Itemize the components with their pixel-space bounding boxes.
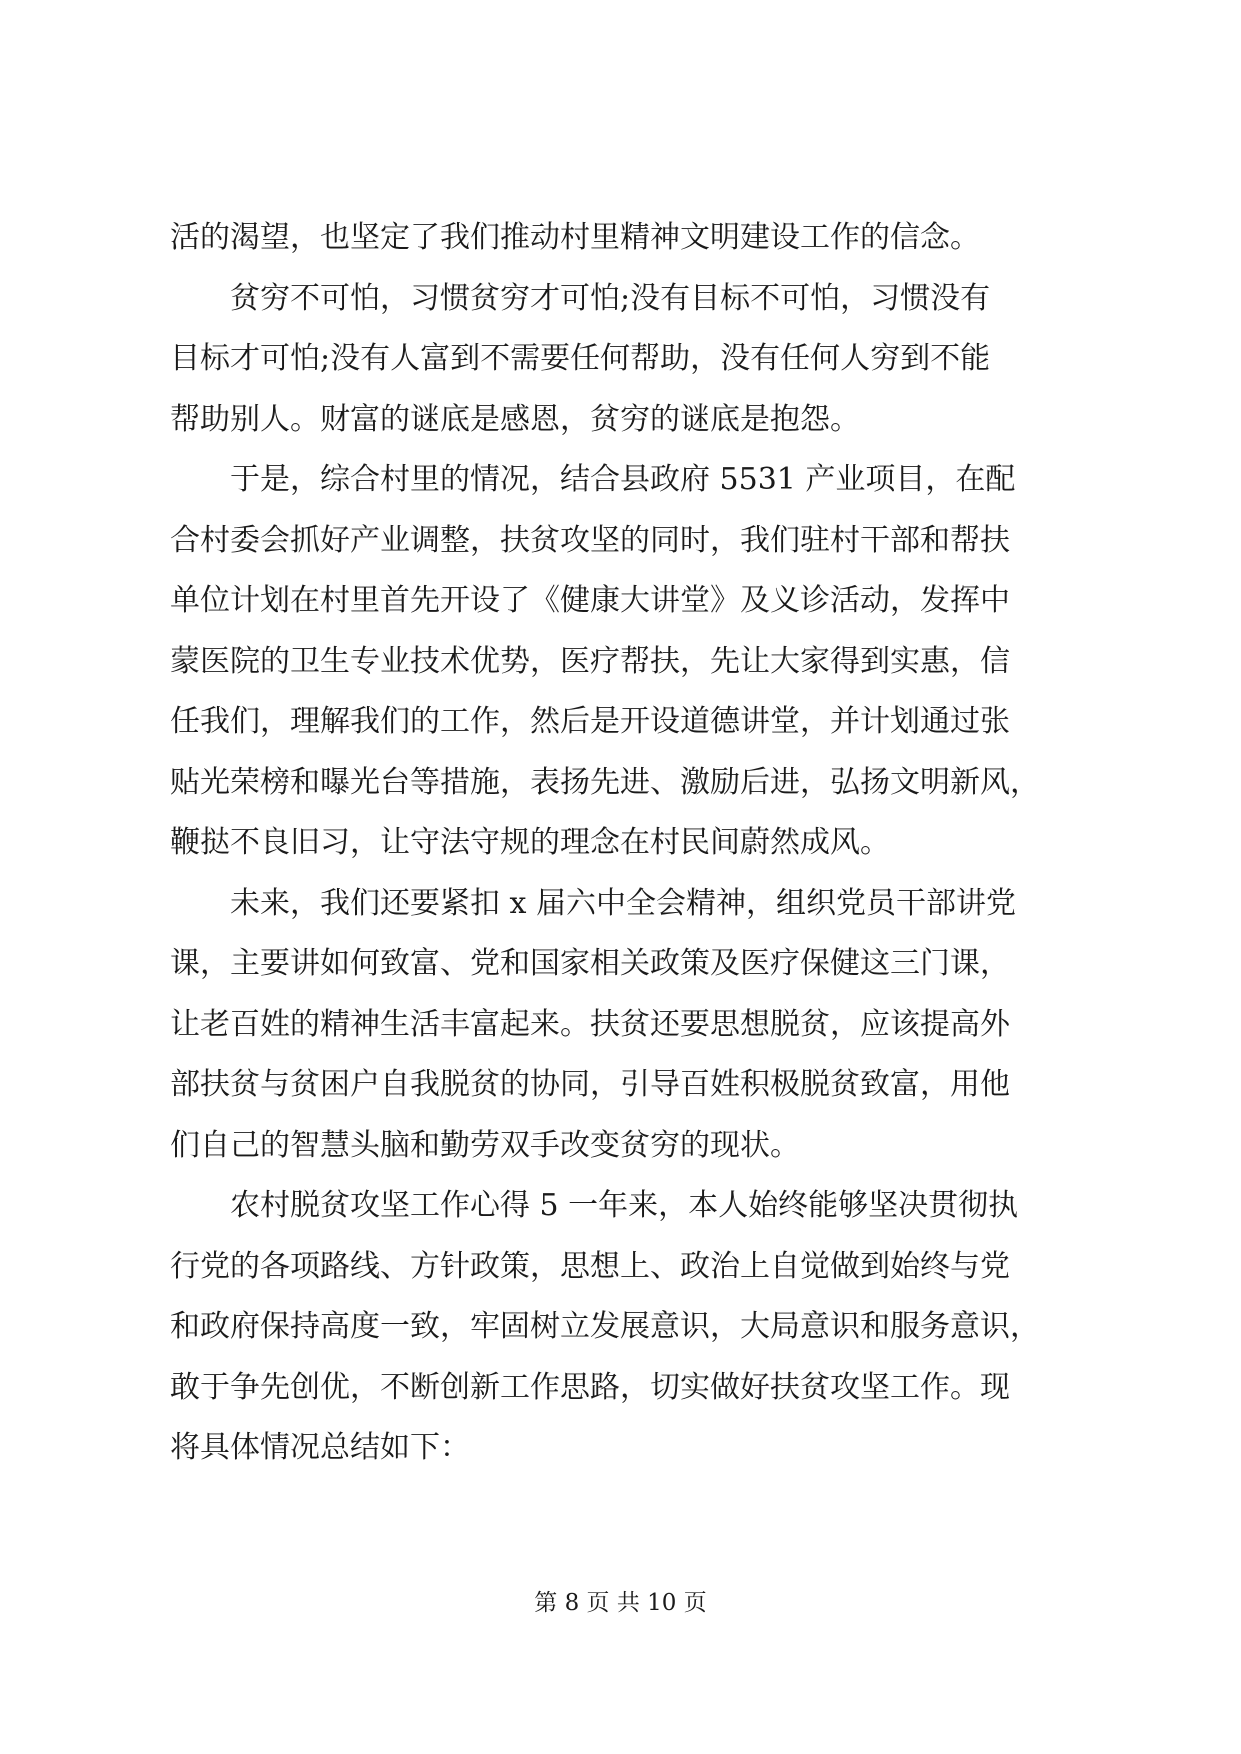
text-line: 合村委会抓好产业调整，扶贫攻坚的同时，我们驻村干部和帮扶 [170,522,1010,558]
body-text [170,208,1076,1479]
text-line: 目标才可怕;没有人富到不需要任何帮助，没有任何人穷到不能 [170,341,991,376]
text-line: 和政府保持高度一致，牢固树立发展意识，大局意识和服务意识， [170,1309,1040,1344]
text-line: 行党的各项路线、方针政策，思想上、政治上自觉做到始终与党 [170,1248,1010,1284]
text-line: 让老百姓的精神生活丰富起来。扶贫还要思想脱贫，应该提高外 [170,1006,1010,1042]
text-line: 蒙医院的卫生专业技术优势，医疗帮扶，先让大家得到实惠，信 [170,643,1010,679]
text-line: 敢于争先创优，不断创新工作思路，切实做好扶贫攻坚工作。现 [170,1369,1010,1405]
text-line: 部扶贫与贫困户自我脱贫的协同，引导百姓积极脱贫致富，用他 [170,1067,1010,1102]
text-line: 单位计划在村里首先开设了《健康大讲堂》及义诊活动，发挥中 [170,583,1010,618]
text-line: 未来，我们还要紧扣 x 届六中全会精神，组织党员干部讲党 [230,885,1016,921]
text-line: 鞭挞不良旧习，让守法守规的理念在村民间蔚然成风。 [170,825,890,860]
text-line: 任我们，理解我们的工作，然后是开设道德讲堂，并计划通过张 [170,704,1010,739]
page-number-footer: 第 8 页 共 10 页 [534,1590,707,1616]
text-line: 于是，综合村里的情况，结合县政府 5531 产业项目，在配 [230,462,1016,497]
text-line: 农村脱贫攻坚工作心得 5 一年来，本人始终能够坚决贯彻执 [230,1188,1019,1223]
text-line: 贫穷不可怕，习惯贫穷才可怕;没有目标不可怕，习惯没有 [230,280,991,316]
text-line: 帮助别人。财富的谜底是感恩，贫穷的谜底是抱怨。 [170,401,860,437]
text-line: 将具体情况总结如下： [170,1430,470,1465]
text-line: 贴光荣榜和曝光台等措施，表扬先进、激励后进，弘扬文明新风， [170,764,1040,800]
text-line: 们自己的智慧头脑和勤劳双手改变贫穷的现状。 [170,1127,800,1163]
text-line: 活的渴望，也坚定了我们推动村里精神文明建设工作的信念。 [170,220,980,255]
text-line: 课，主要讲如何致富、党和国家相关政策及医疗保健这三门课， [170,946,1010,981]
